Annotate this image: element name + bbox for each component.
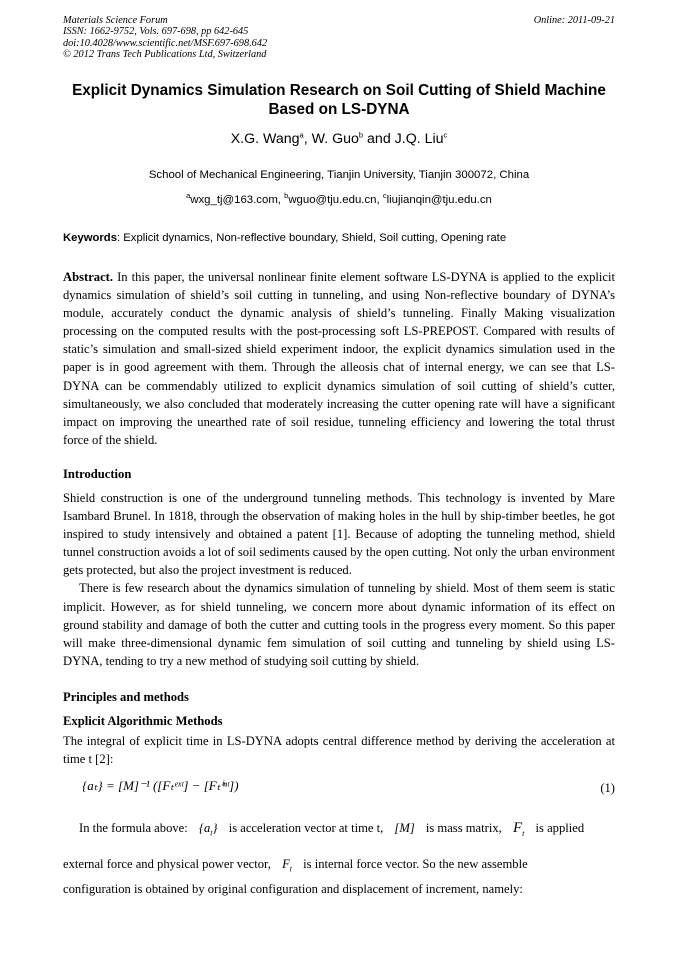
text-span: is internal force vector. So the new assemble: [303, 857, 528, 871]
force-int-symbol: $F_t$: [282, 857, 292, 874]
doi: doi:10.4028/www.scientific.net/MSF.697-698.642: [63, 37, 268, 49]
authors: [63, 131, 615, 147]
principles-paragraph-1: The integral of explicit time in LS-DYNA adopts central difference method by deriving the acceleration at time t [2]:: [63, 734, 615, 767]
keywords-label: Keywords: [63, 232, 117, 244]
text-span: external force and physical power vector,: [63, 857, 271, 871]
affiliation: School of Mechanical Engineering, Tianjin University, Tianjin 300072, China: [148, 169, 530, 181]
intro-paragraph-1: Shield construction is one of the underground tunneling methods. This technology is invented by Mare Isambard Brunel. In 1818, through the observation of making holes in the hull by ship-timber beetles, he got inspired to study intensively and obtained a patent [1]. Because of adopting the tunneling method, shield tunnel construction avoids a lot of soil sediments caused by the open cutting. Not only the urban environment gets protected, but also the project investment is reduced.: [63, 491, 615, 578]
author-sep: and: [363, 131, 395, 147]
abstract: [63, 268, 615, 449]
author-3: J.Q. Liu: [394, 131, 444, 147]
email-1: wxg_tj@163.com,: [190, 194, 285, 206]
author-1: X.G. Wang: [230, 131, 300, 147]
author-2: W. Guo: [311, 131, 359, 147]
email-3-sup: c: [382, 191, 387, 201]
introduction-body: [63, 489, 615, 670]
author-1-sup: a: [299, 130, 304, 140]
equation-1: {aₜ} = [M]⁻¹ ([Fₜᵉˣᵗ] − [Fₜⁱⁿᵗ]): [82, 778, 239, 793]
intro-paragraph-2: There is few research about the dynamics simulation of tunneling by shield. Most of them seem is static implicit. However, as for shield tunneling, we concern more about dynamic information of its effect on ground stability and damage of both the cutter and cutting tools in the progress every moment. So this paper will make three-dimensional dynamic fem simulation of soil cutting and tunneling by shield using LS-DYNA, tending to try a new method of studying soil cutting by shield.: [63, 581, 615, 668]
formula-explanation-line-3: configuration is obtained by original configuration and displacement of increment, namely:: [63, 882, 523, 896]
abstract-label: Abstract.: [63, 270, 114, 284]
text-span: In the formula above:: [79, 821, 188, 835]
copyright: © 2012 Trans Tech Publications Ltd, Switzerland: [63, 48, 267, 60]
paper-title: Explicit Dynamics Simulation Research on Soil Cutting of Shield Machine Based on LS-DYNA: [72, 82, 606, 118]
author-emails: [63, 191, 615, 206]
journal-name: Materials Science Forum: [63, 15, 168, 26]
email-2: wguo@tju.edu.cn,: [288, 194, 383, 206]
force-ext-symbol: $F_t$: [512, 820, 525, 838]
email-2-sup: b: [284, 191, 289, 201]
email-1-sup: a: [186, 191, 191, 201]
abstract-text: In this paper, the universal nonlinear finite element software LS-DYNA is applied to the explicit dynamics simulation of shield’s soil cutting in tunneling, and using Non-reflective boundary of DYNA’s module, accurately conduct the dynamic analysis of shield’s tunneling. Finally Making visualization processing on the computed results with the post-processing soft LS-PREPOST. Compared with results of static’s simulation and small-sized shield experiment indoor, the explicit dynamics simulation used in the paper is in good agreement with them. Through the alleosis chat of internal energy, we can see that LS-DYNA can be commendably utilized to explicit dynamics simulation of soil cutting of shield’s cutter, simultaneously, we also concluded that moderately increasing the cutter opening rate will have a significant impact on improving the unearthed rate of soil residue, tunneling efficiency and lowering the total thrust force of the shield.: [63, 270, 615, 447]
author-3-sup: c: [443, 130, 448, 140]
accel-symbol: $\{a_t\}$: [198, 821, 218, 838]
author-2-sup: b: [358, 130, 364, 140]
formula-explanation-line-1: [79, 820, 615, 838]
equation-1-number: (1): [600, 781, 615, 795]
author-sep: ,: [303, 131, 312, 147]
issn: ISSN: 1662-9752, Vols. 697-698, pp 642-645: [63, 26, 249, 38]
journal-header: [63, 15, 615, 60]
online-date: Online: 2011-09-21: [533, 15, 615, 26]
text-span: is applied: [535, 821, 585, 835]
introduction-heading: Introduction: [63, 467, 132, 481]
explicit-methods-subheading: Explicit Algorithmic Methods: [63, 714, 223, 728]
keywords: [63, 232, 623, 244]
mass-symbol: [M]: [394, 821, 415, 835]
text-span: is mass matrix,: [425, 821, 502, 835]
email-3: liujianqin@tju.edu.cn: [386, 194, 492, 206]
text-span: is acceleration vector at time t,: [228, 821, 384, 835]
keywords-text: : Explicit dynamics, Non-reflective boundary, Shield, Soil cutting, Opening rate: [117, 232, 507, 244]
principles-heading: Principles and methods: [63, 690, 189, 704]
formula-explanation-line-2: [63, 857, 615, 874]
